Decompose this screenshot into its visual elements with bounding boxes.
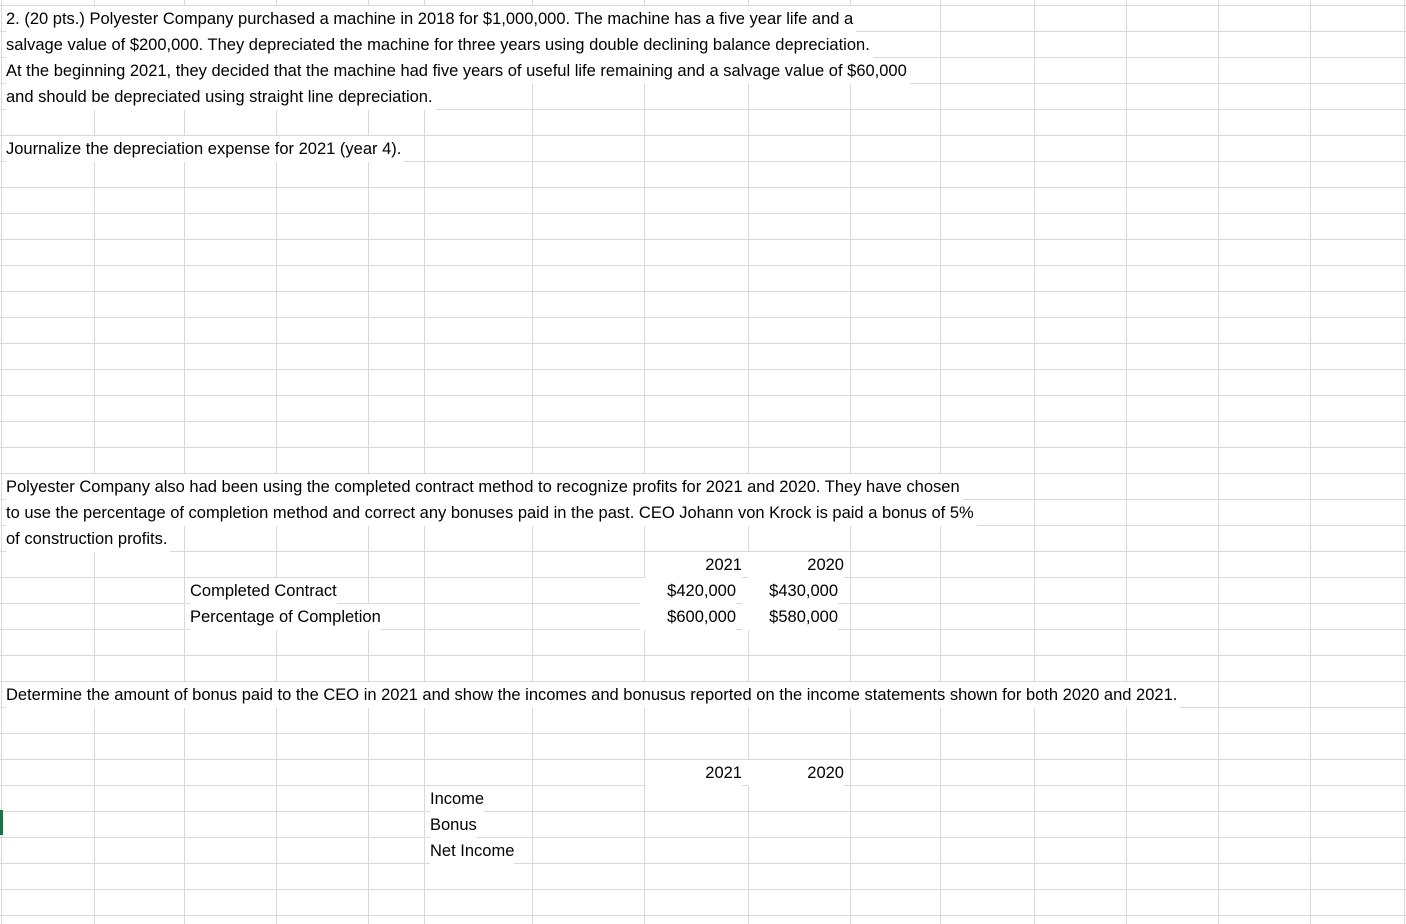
row-label-percentage-of-completion[interactable]: Percentage of Completion	[190, 604, 381, 630]
problem-line-2[interactable]: salvage value of $200,000. They depreciated the machine for three years using double declining balance depreciation.	[6, 32, 873, 58]
percentage-completion-2020[interactable]: $580,000	[742, 604, 838, 630]
profit-header-2020[interactable]: 2020	[748, 552, 844, 578]
row-label-completed-contract[interactable]: Completed Contract	[190, 578, 337, 604]
completed-contract-2020[interactable]: $430,000	[742, 578, 838, 604]
problem-line-1[interactable]: 2. (20 pts.) Polyester Company purchased a machine in 2018 for $1,000,000. The machine has a five year life and a	[6, 6, 856, 32]
row-label-net-income[interactable]: Net Income	[430, 838, 514, 864]
problem-line-4[interactable]: and should be depreciated using straight line depreciation.	[6, 84, 436, 110]
part2-line-1[interactable]: Polyester Company also had been using the completed contract method to recognize profits for 2021 and 2020. They have chosen	[6, 474, 963, 500]
income-header-2020[interactable]: 2020	[748, 760, 844, 786]
row-label-income[interactable]: Income	[430, 786, 484, 812]
determine-instruction[interactable]: Determine the amount of bonus paid to the CEO in 2021 and show the incomes and bonusus reported on the income statements shown for both 2020 and 2021.	[6, 682, 1180, 708]
percentage-completion-2021[interactable]: $600,000	[640, 604, 736, 630]
problem-line-3[interactable]: At the beginning 2021, they decided that the machine had five years of useful life remaining and a salvage value of $60,000	[6, 58, 910, 84]
profit-header-2021[interactable]: 2021	[646, 552, 742, 578]
part2-line-2[interactable]: to use the percentage of completion method and correct any bonuses paid in the past. CEO Johann von Krock is paid a bonus of 5%	[6, 500, 977, 526]
active-cell-indicator	[0, 810, 3, 835]
journalize-instruction[interactable]: Journalize the depreciation expense for 2021 (year 4).	[6, 136, 404, 162]
income-header-2021[interactable]: 2021	[646, 760, 742, 786]
completed-contract-2021[interactable]: $420,000	[640, 578, 736, 604]
part2-line-3[interactable]: of construction profits.	[6, 526, 170, 552]
row-label-bonus[interactable]: Bonus	[430, 812, 477, 838]
